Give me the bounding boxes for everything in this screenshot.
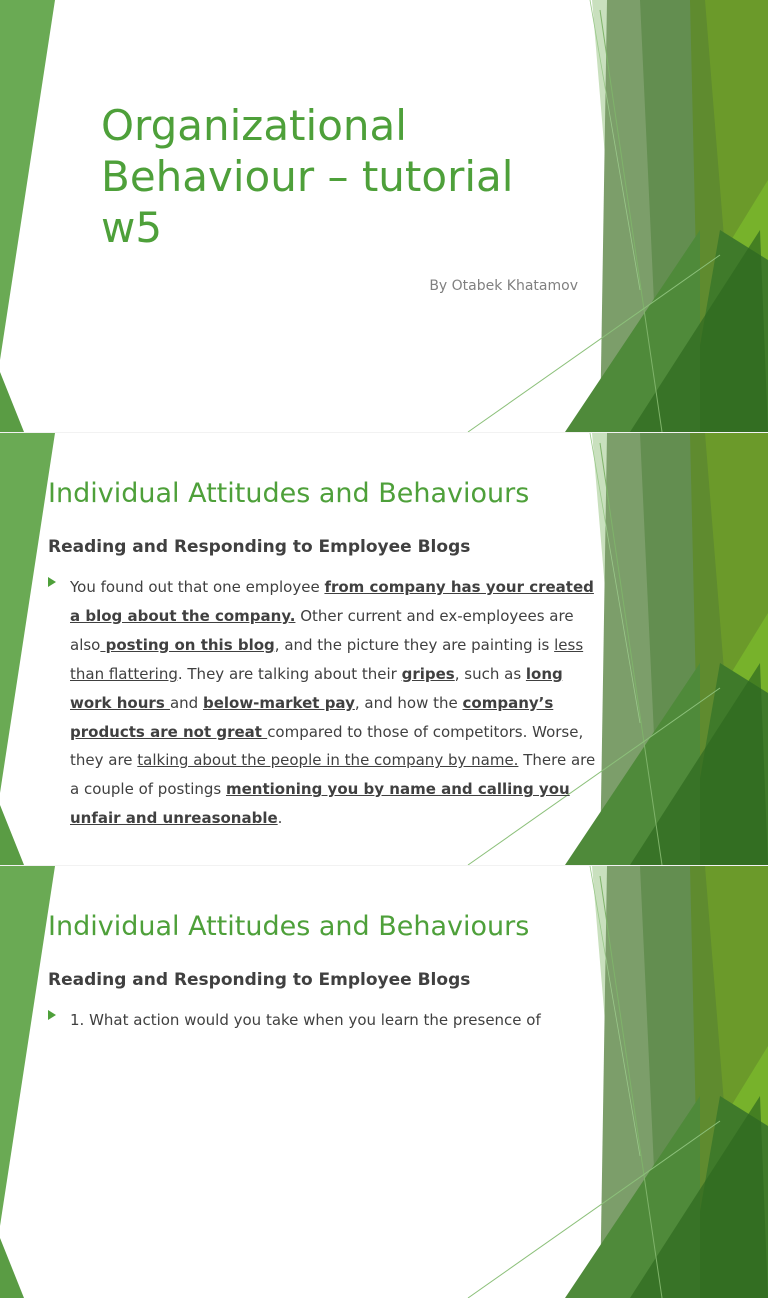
text-run: from company has your created a blog about the company.: [70, 578, 594, 625]
text-run: less than flattering: [70, 635, 584, 683]
text-run: below-market pay: [202, 693, 355, 712]
text-run: , and the picture they are painting is: [274, 635, 555, 654]
text-run: posting on this blog: [100, 635, 275, 654]
slide-heading: Individual Attitudes and Behaviours: [48, 478, 530, 509]
text-run: You found out that one employee: [70, 578, 325, 596]
text-run: gripes: [401, 664, 455, 683]
text-run: long work hours: [70, 664, 563, 712]
author-byline: By Otabek Khatamov: [429, 278, 578, 294]
slide-subheading: Reading and Responding to Employee Blogs: [48, 970, 471, 990]
presentation-title: Organizational Behaviour – tutorial w5: [101, 101, 514, 252]
bullet-text: 1. What action would you take when you learn the presence of: [70, 1011, 541, 1029]
text-run: . They are talking about their: [177, 664, 402, 683]
bullet-item: [48, 1006, 600, 1035]
content-slide-2: [0, 866, 768, 1298]
text-run: mentioning you by name and calling you unfair and unreasonable: [70, 780, 570, 828]
text-run: , such as: [454, 664, 526, 683]
text-run: talking about the people in the company by name.: [137, 751, 519, 770]
bullet-item: [48, 573, 600, 833]
text-run: .: [277, 809, 283, 828]
title-slide: [0, 0, 768, 432]
content-slide-1: [0, 433, 768, 865]
text-run: There are a couple of postings: [70, 751, 596, 799]
text-run: , and how the: [354, 693, 463, 712]
bullet-paragraph: [70, 573, 600, 833]
slide-subheading: Reading and Responding to Employee Blogs: [48, 537, 471, 557]
text-run: company’s products are not great: [70, 693, 554, 741]
triangle-bullet-icon: [48, 1010, 56, 1020]
slide-heading: Individual Attitudes and Behaviours: [48, 911, 530, 942]
text-run: and: [169, 693, 203, 712]
text-run: Other current and ex-employees are also: [70, 606, 574, 654]
triangle-bullet-icon: [48, 577, 56, 587]
text-run: compared to those of competitors. Worse, they are: [70, 722, 584, 770]
